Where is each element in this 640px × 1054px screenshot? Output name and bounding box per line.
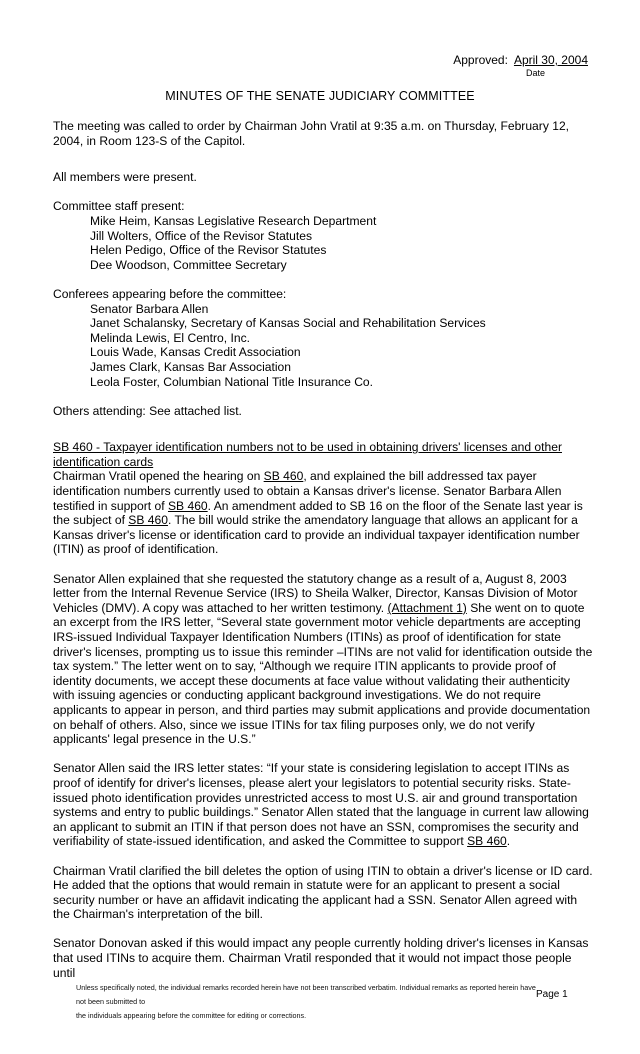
allen-testimony-paragraph: Senator Allen explained that she requested the statutory change as a result of a, August 8, 2003 letter from the Internal Revenue Service (IRS) to Sheila Walker, Director, Kansas Division of Motor Vehicles (DMV). A copy was attached to her written testimony. (Attachment 1) She went on to quote an excerpt from the IRS letter, “Several state government motor vehicle departments are accepting IRS-issued Individual Taxpayer Identification Numbers (ITINs) as proof of identification for state driver's licenses, prompting us to issue this reminder –ITINs are not valid for identification outside the tax system.” The letter went on to say, “Although we require ITIN applicants to provide proof of identity documents, we accept these documents at face value without validating their authenticity with issuing agencies or conducting applicant background investigations. We do not require applicants to appear in person, and third parties may submit applications and provide documentation on behalf of others. Also, since we issue ITINs for tax filing purposes only, we do not verify applicants' legal presence in the U.S.” [53, 571, 593, 747]
bill-reference: SB 460 [467, 834, 507, 849]
document-title: MINUTES OF THE SENATE JUDICIARY COMMITTEE [165, 89, 475, 103]
staff-member: Helen Pedigo, Office of the Revisor Statutes [90, 243, 327, 258]
staff-heading: Committee staff present: [53, 199, 185, 214]
approved-date: April 30, 2004 [513, 53, 588, 67]
minutes-body [53, 119, 593, 980]
others-attending: Others attending: See attached list. [53, 403, 242, 418]
staff-member: Dee Woodson, Committee Secretary [90, 257, 287, 272]
bill-heading: SB 460 - Taxpayer identification numbers not to be used in obtaining drivers' licenses and other identification cards [53, 440, 562, 469]
staff-member: Mike Heim, Kansas Legislative Research Department [90, 213, 377, 228]
chairman-clarification-paragraph: Chairman Vratil clarified the bill deletes the option of using ITIN to obtain a driver's license or ID card. He added that the options that would remain in statute were for an applicant to present a social security number or have an affidavit indicating the applicant had a SSN. Senator Allen agreed with the Chairman's interpretation of the bill. [53, 863, 593, 922]
approved-label: Approved: [453, 53, 508, 67]
conferees-heading: Conferees appearing before the committee: [53, 286, 287, 301]
conferee: James Clark, Kansas Bar Association [90, 359, 291, 374]
donovan-question-paragraph: Senator Donovan asked if this would impact any people currently holding driver's licenses in Kansas that used ITINs to acquire them. Chairman Vratil responded that it would not impact those people until [53, 936, 589, 980]
conferee: Melinda Lewis, El Centro, Inc. [90, 330, 250, 345]
conferee: Senator Barbara Allen [90, 301, 209, 316]
date-caption: Date [526, 68, 546, 78]
footer-disclaimer: Unless specifically noted, the individual remarks recorded herein have not been transcribed verbatim. Individual remarks as reported herein have not been submitted to the individuals appearing before the committee for editing or corrections. [76, 983, 536, 1020]
intro-paragraph: The meeting was called to order by Chairman John Vratil at 9:35 a.m. on Thursday, February 12, 2004, in Room 123-S of the Capitol. [53, 119, 570, 148]
bill-reference: SB 460 [167, 498, 208, 513]
hearing-paragraph: Chairman Vratil opened the hearing on SB 460, and explained the bill addressed tax payer identification numbers currently used to obtain a Kansas driver's license. Senator Barbara Allen testified in support of SB 460. An amendment added to SB 16 on the floor of the Senate last year is the subject of SB 460. The bill would strike the amendatory language that allows an applicant for a Kansas driver's license or identification card to provide an individual taxpayer identification number (ITIN) as proof of identification. [53, 469, 583, 557]
conferee: Louis Wade, Kansas Credit Association [90, 345, 301, 360]
staff-member: Jill Wolters, Office of the Revisor Statutes [90, 228, 313, 243]
bill-reference: SB 460 [128, 513, 168, 528]
attachment-reference: (Attachment 1) [387, 600, 467, 615]
page-number: Page 1 [536, 989, 568, 1000]
irs-letter-paragraph: Senator Allen said the IRS letter states: “If your state is considering legislation to accept ITINs as proof of identify for driver's licenses, please alert your legislators to potential security risks. State-issued photo identification provides unrestricted access to most U.S. air and ground transportation systems and entry to public buildings.” Senator Allen stated that the language in current law allowing an applicant to submit an ITIN if that person does not have an SSN, compromises the security and verifiability of state-issued identification, and asked the Committee to support SB 460. [53, 761, 589, 849]
bill-reference: SB 460 [263, 469, 304, 484]
conferee: Janet Schalansky, Secretary of Kansas Social and Rehabilitation Services [90, 316, 486, 331]
conferee: Leola Foster, Columbian National Title Insurance Co. [90, 374, 374, 389]
approval-line [453, 53, 588, 67]
members-present: All members were present. [53, 170, 197, 185]
